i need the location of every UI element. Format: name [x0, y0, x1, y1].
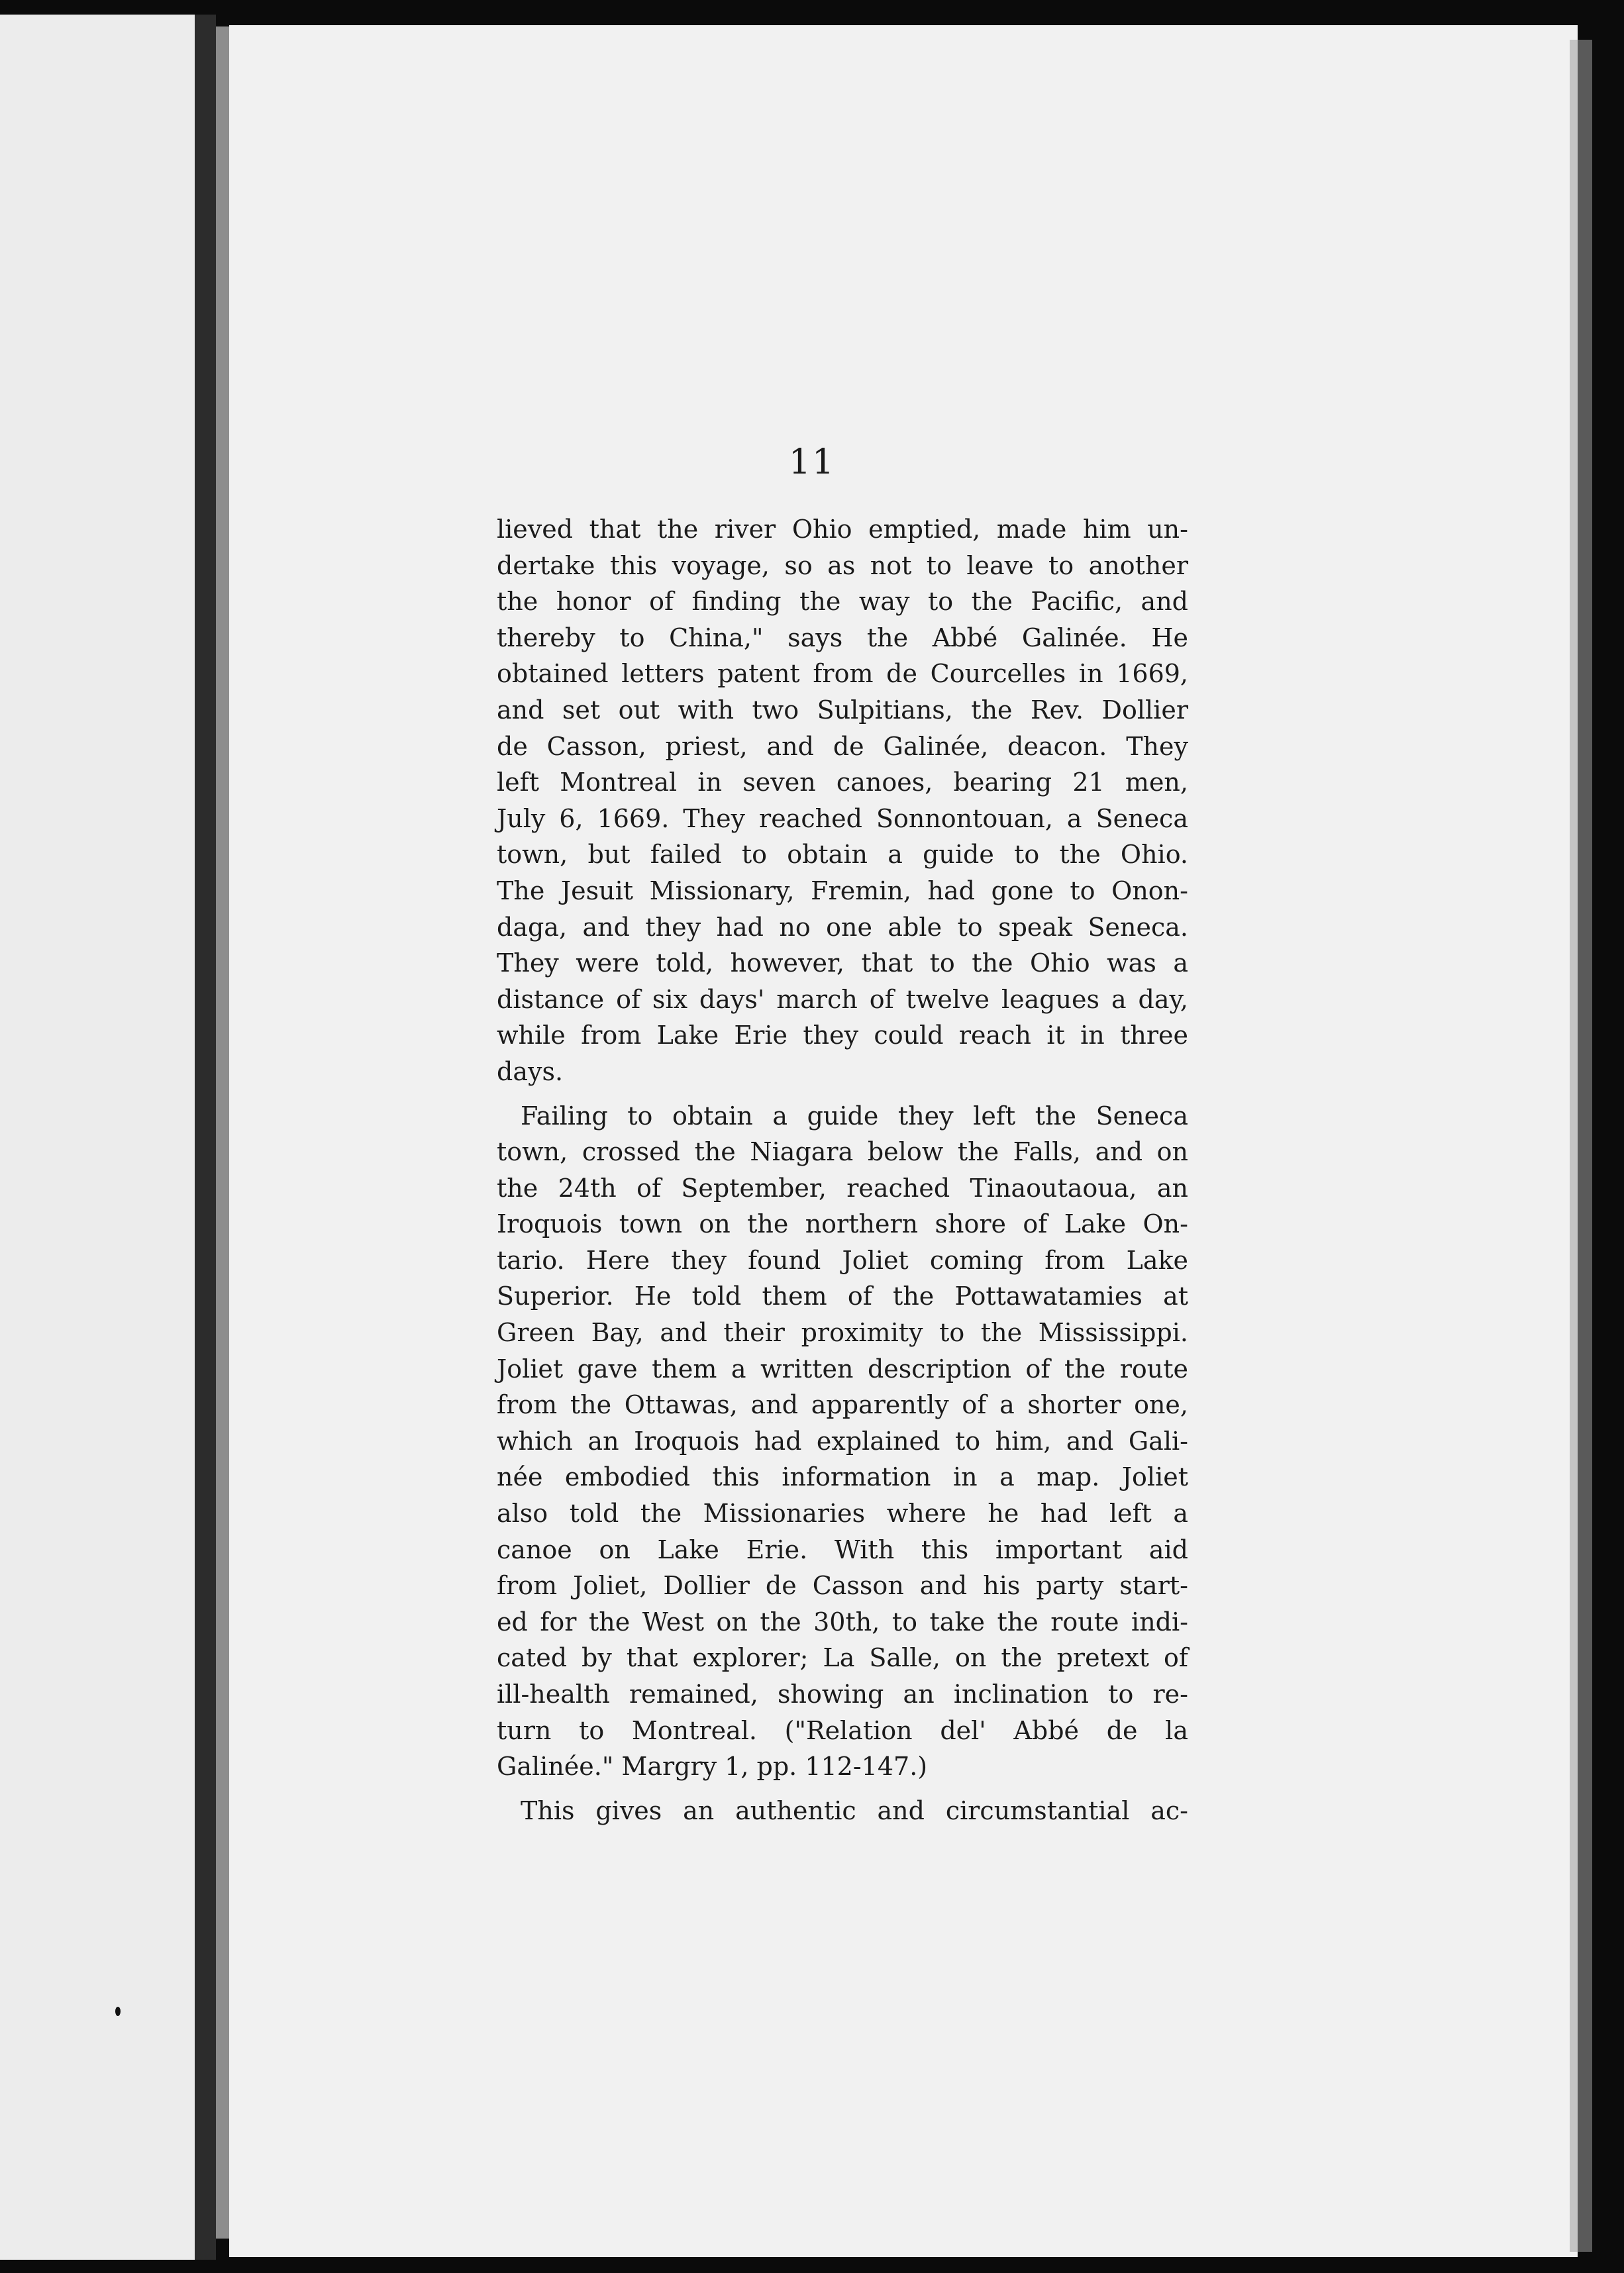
text-line: Failing to obtain a guide they left the Seneca — [521, 1101, 1188, 1131]
text-line: tario. Here they found Joliet coming from Lake — [497, 1245, 1188, 1275]
text-line: Green Bay, and their proximity to the Mississippi. — [497, 1318, 1188, 1348]
text-line: They were told, however, that to the Ohio was a — [497, 948, 1188, 978]
text-line: This gives an authentic and circumstantial ac- — [521, 1795, 1188, 1825]
paragraph-1 — [497, 511, 1188, 1090]
text-line: also told the Missionaries where he had left a — [497, 1499, 1188, 1529]
text-line: cated by that explorer; La Salle, on the pretext of — [497, 1643, 1188, 1673]
page-number: 11 — [788, 442, 836, 482]
text-line: Joliet gave them a written description of the route — [497, 1354, 1188, 1384]
text-line: Galinée." Margry 1, pp. 112-147.) — [497, 1752, 928, 1782]
facing-page — [0, 15, 199, 2260]
text-line: days. — [497, 1056, 564, 1086]
page-edge-highlight — [1570, 40, 1578, 2252]
text-line: left Montreal in seven canoes, bearing 21 men, — [497, 768, 1188, 797]
text-line: de Casson, priest, and de Galinée, deacon. They — [497, 731, 1188, 761]
text-line: July 6, 1669. They reached Sonnontouan, a Seneca — [497, 803, 1188, 833]
ink-speck — [115, 2007, 121, 2016]
binding-shadow — [195, 15, 216, 2260]
text-line: from Joliet, Dollier de Casson and his party start- — [497, 1571, 1188, 1601]
text-line: née embodied this information in a map. Joliet — [497, 1462, 1188, 1492]
text-line: and set out with two Sulpitians, the Rev. Dollier — [497, 695, 1188, 725]
text-line: Iroquois town on the northern shore of Lake On- — [497, 1209, 1188, 1239]
text-line: from the Ottawas, and apparently of a shorter one, — [497, 1390, 1188, 1420]
text-line: turn to Montreal. ("Relation del' Abbé de la — [497, 1715, 1188, 1745]
text-line: canoe on Lake Erie. With this important aid — [497, 1535, 1188, 1564]
text-line: town, but failed to obtain a guide to the Ohio. — [497, 840, 1188, 870]
text-line: distance of six days' march of twelve leagues a day, — [497, 984, 1188, 1014]
text-line: the 24th of September, reached Tinaoutaoua, an — [497, 1173, 1188, 1203]
body-text — [497, 511, 1188, 1829]
text-line: The Jesuit Missionary, Fremin, had gone to Onon- — [497, 876, 1188, 905]
text-line: daga, and they had no one able to speak Seneca. — [497, 912, 1188, 942]
text-line: ill-health remained, showing an inclination to re- — [497, 1680, 1188, 1709]
text-line: thereby to China," says the Abbé Galinée. He — [497, 623, 1188, 652]
text-line: Superior. He told them of the Pottawatamies at — [497, 1282, 1188, 1311]
text-line: while from Lake Erie they could reach it in three — [497, 1021, 1188, 1050]
paragraph-2 — [497, 1098, 1188, 1785]
text-line: town, crossed the Niagara below the Falls, and on — [497, 1137, 1188, 1167]
page-edge-shadow — [1578, 40, 1592, 2252]
text-line: ed for the West on the 30th, to take the route indi- — [497, 1607, 1188, 1637]
paragraph-3 — [497, 1793, 1188, 1829]
text-line: lieved that the river Ohio emptied, made him un- — [497, 515, 1188, 544]
page-gutter — [216, 26, 230, 2239]
text-line: dertake this voyage, so as not to leave to another — [497, 550, 1188, 580]
text-line: obtained letters patent from de Courcelles in 1669, — [497, 659, 1188, 689]
text-line: the honor of finding the way to the Pacific, and — [497, 587, 1188, 617]
text-line: which an Iroquois had explained to him, and Gali- — [497, 1426, 1188, 1456]
